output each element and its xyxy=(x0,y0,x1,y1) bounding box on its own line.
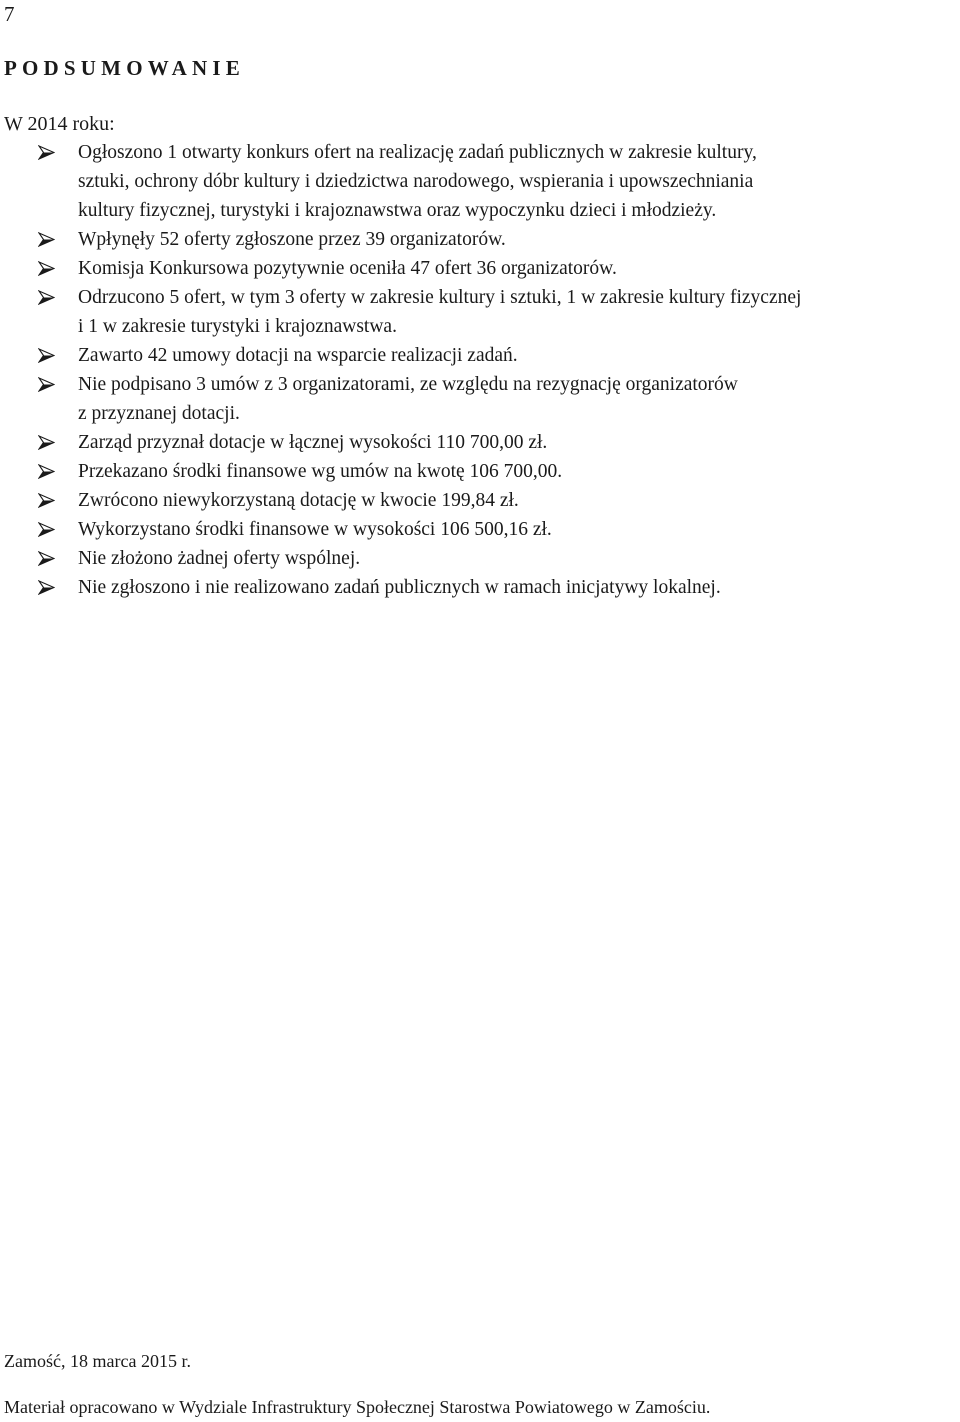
list-item xyxy=(38,544,960,573)
intro-text: W 2014 roku: xyxy=(4,113,115,135)
list-item xyxy=(38,515,960,544)
list-item-text: Wpłynęły 52 oferty zgłoszone przez 39 organizatorów. xyxy=(78,229,506,250)
list-item-text: Odrzucono 5 ofert, w tym 3 oferty w zakresie kultury i sztuki, 1 w zakresie kultury fizycznej xyxy=(78,287,802,308)
arrow-bullet-icon xyxy=(38,464,55,479)
arrow-bullet-icon xyxy=(38,348,55,363)
footer-date: Zamość, 18 marca 2015 r. xyxy=(4,1351,191,1371)
arrow-bullet-icon xyxy=(38,580,55,595)
list-item-text: Komisja Konkursowa pozytywnie oceniła 47 ofert 36 organizatorów. xyxy=(78,258,617,279)
list-item-text: Wykorzystano środki finansowe w wysokości 106 500,16 zł. xyxy=(78,519,552,540)
arrow-bullet-icon xyxy=(38,290,55,305)
list-item-text: i 1 w zakresie turystyki i krajoznawstwa. xyxy=(78,316,397,337)
list-item-text: Nie podpisano 3 umów z 3 organizatorami, ze względu na rezygnację organizatorów xyxy=(78,374,738,395)
list-item-text: Zawarto 42 umowy dotacji na wsparcie realizacji zadań. xyxy=(78,345,518,366)
list-item xyxy=(38,457,960,486)
list-item-text: Nie zgłoszono i nie realizowano zadań publicznych w ramach inicjatywy lokalnej. xyxy=(78,577,721,598)
arrow-bullet-icon xyxy=(38,435,55,450)
arrow-bullet-icon xyxy=(38,261,55,276)
arrow-bullet-icon xyxy=(38,493,55,508)
list-item-text: z przyznanej dotacji. xyxy=(78,403,240,424)
arrow-bullet-icon xyxy=(38,377,55,392)
list-item-text: Zwrócono niewykorzystaną dotację w kwocie 199,84 zł. xyxy=(78,490,519,511)
summary-list xyxy=(38,138,960,602)
list-item xyxy=(38,573,960,602)
arrow-bullet-icon xyxy=(38,522,55,537)
page-number: 7 xyxy=(4,2,15,26)
list-item xyxy=(38,254,960,283)
list-item xyxy=(38,225,960,254)
arrow-bullet-icon xyxy=(38,551,55,566)
list-item xyxy=(38,370,960,428)
list-item-text: kultury fizycznej, turystyki i krajoznawstwa oraz wypoczynku dzieci i młodzieży. xyxy=(78,200,717,221)
page-title: PODSUMOWANIE xyxy=(4,56,245,80)
list-item xyxy=(38,283,960,341)
list-item-text: Przekazano środki finansowe wg umów na kwotę 106 700,00. xyxy=(78,461,563,482)
list-item xyxy=(38,138,960,225)
list-item xyxy=(38,486,960,515)
list-item-text: Nie złożono żadnej oferty wspólnej. xyxy=(78,548,361,569)
footer-note: Materiał opracowano w Wydziale Infrastruktury Społecznej Starostwa Powiatowego w Zamościu. xyxy=(4,1397,711,1417)
list-item xyxy=(38,341,960,370)
list-item-text: sztuki, ochrony dóbr kultury i dziedzictwa narodowego, wspierania i upowszechniania xyxy=(78,171,754,192)
arrow-bullet-icon xyxy=(38,232,55,247)
list-item xyxy=(38,428,960,457)
arrow-bullet-icon xyxy=(38,145,55,160)
list-item-text: Ogłoszono 1 otwarty konkurs ofert na realizację zadań publicznych w zakresie kultury, xyxy=(78,142,757,163)
list-item-text: Zarząd przyznał dotacje w łącznej wysokości 110 700,00 zł. xyxy=(78,432,548,453)
